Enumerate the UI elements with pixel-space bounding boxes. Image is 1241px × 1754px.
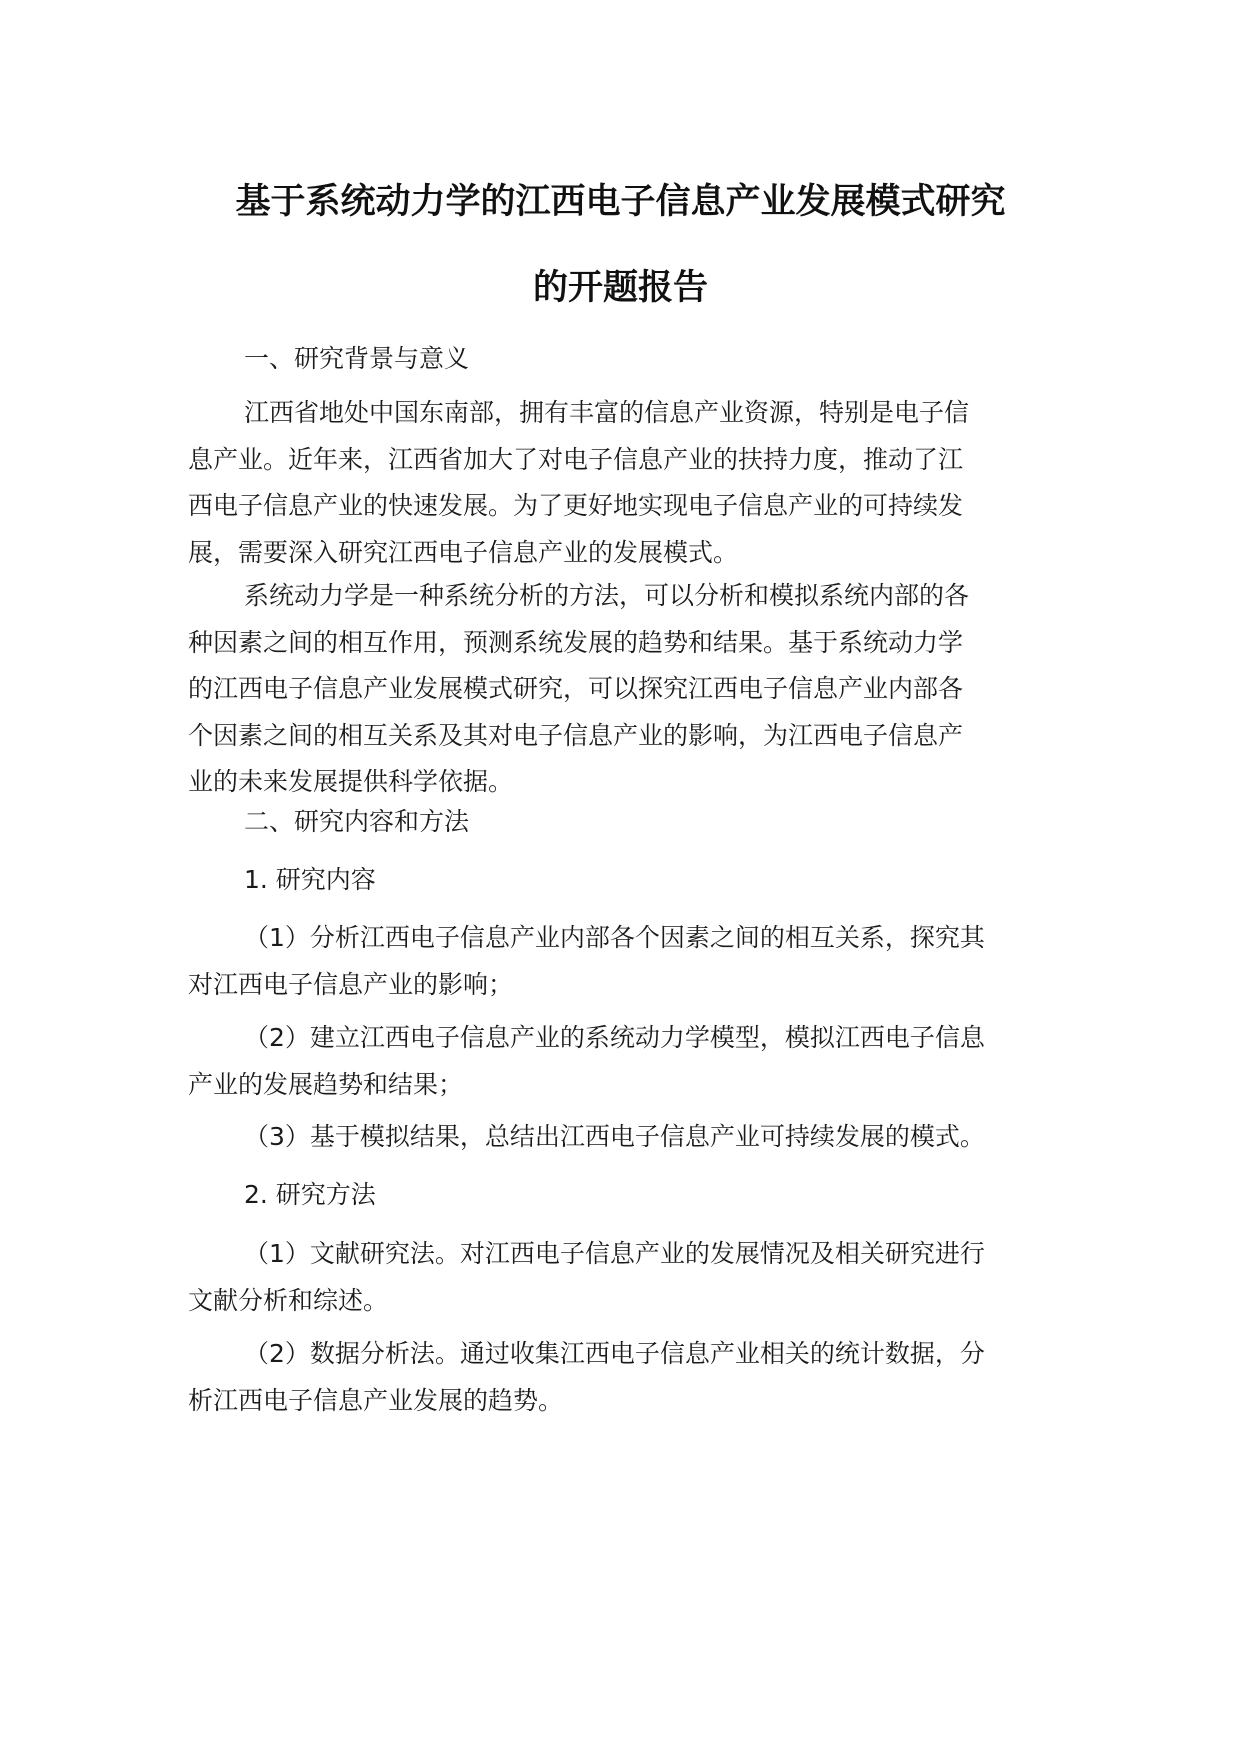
paragraph-line: （1）分析江西电子信息产业内部各个因素之间的相互关系，探究其	[244, 923, 985, 952]
paragraph-background-1	[188, 390, 1058, 576]
paragraph-line: 文献分析和综述。	[188, 1285, 389, 1315]
document-title-line-1: 基于系统动力学的江西电子信息产业发展模式研究	[235, 182, 1006, 222]
paragraph-line: 个因素之间的相互关系及其对电子信息产业的影响，为江西电子信息产	[188, 720, 964, 750]
subsection-research-content-heading: 1. 研究内容	[244, 865, 376, 894]
paragraph-line: （2）数据分析法。通过收集江西电子信息产业相关的统计数据，分	[244, 1339, 985, 1368]
section-2-heading: 二、研究内容和方法	[244, 807, 470, 836]
paragraph-line: 西电子信息产业的快速发展。为了更好地实现电子信息产业的可持续发	[188, 491, 964, 520]
document-title-line-2: 的开题报告	[532, 268, 708, 308]
content-item-3	[188, 1114, 1058, 1161]
paragraph-line: 对江西电子信息产业的影响；	[188, 969, 514, 999]
paragraph-line: 展，需要深入研究江西电子信息产业的发展模式。	[188, 537, 739, 567]
paragraph-background-2	[188, 573, 1058, 806]
paragraph-line: 析江西电子信息产业发展的趋势。	[188, 1385, 564, 1415]
paragraph-line: （1）文献研究法。对江西电子信息产业的发展情况及相关研究进行	[244, 1239, 985, 1268]
method-item-2	[188, 1331, 1058, 1424]
section-1-heading: 一、研究背景与意义	[244, 344, 470, 373]
paragraph-line: 息产业。近年来，江西省加大了对电子信息产业的扶持力度，推动了江	[188, 444, 964, 474]
paragraph-line: （3）基于模拟结果，总结出江西电子信息产业可持续发展的模式。	[244, 1122, 985, 1151]
paragraph-line: 种因素之间的相互作用，预测系统发展的趋势和结果。基于系统动力学	[188, 627, 964, 657]
subsection-research-method-heading: 2. 研究方法	[244, 1180, 376, 1209]
paragraph-line: 产业的发展趋势和结果；	[188, 1069, 464, 1099]
paragraph-line: 江西省地处中国东南部，拥有丰富的信息产业资源，特别是电子信	[244, 398, 970, 427]
paragraph-line: 的江西电子信息产业发展模式研究，可以探究江西电子信息产业内部各	[188, 674, 964, 703]
paragraph-line: 业的未来发展提供科学依据。	[188, 767, 514, 796]
method-item-1	[188, 1231, 1058, 1324]
paragraph-line: 系统动力学是一种系统分析的方法，可以分析和模拟系统内部的各	[244, 581, 970, 610]
content-item-1	[188, 915, 1058, 1008]
paragraph-line: （2）建立江西电子信息产业的系统动力学模型，模拟江西电子信息	[244, 1023, 985, 1052]
content-item-2	[188, 1015, 1058, 1108]
